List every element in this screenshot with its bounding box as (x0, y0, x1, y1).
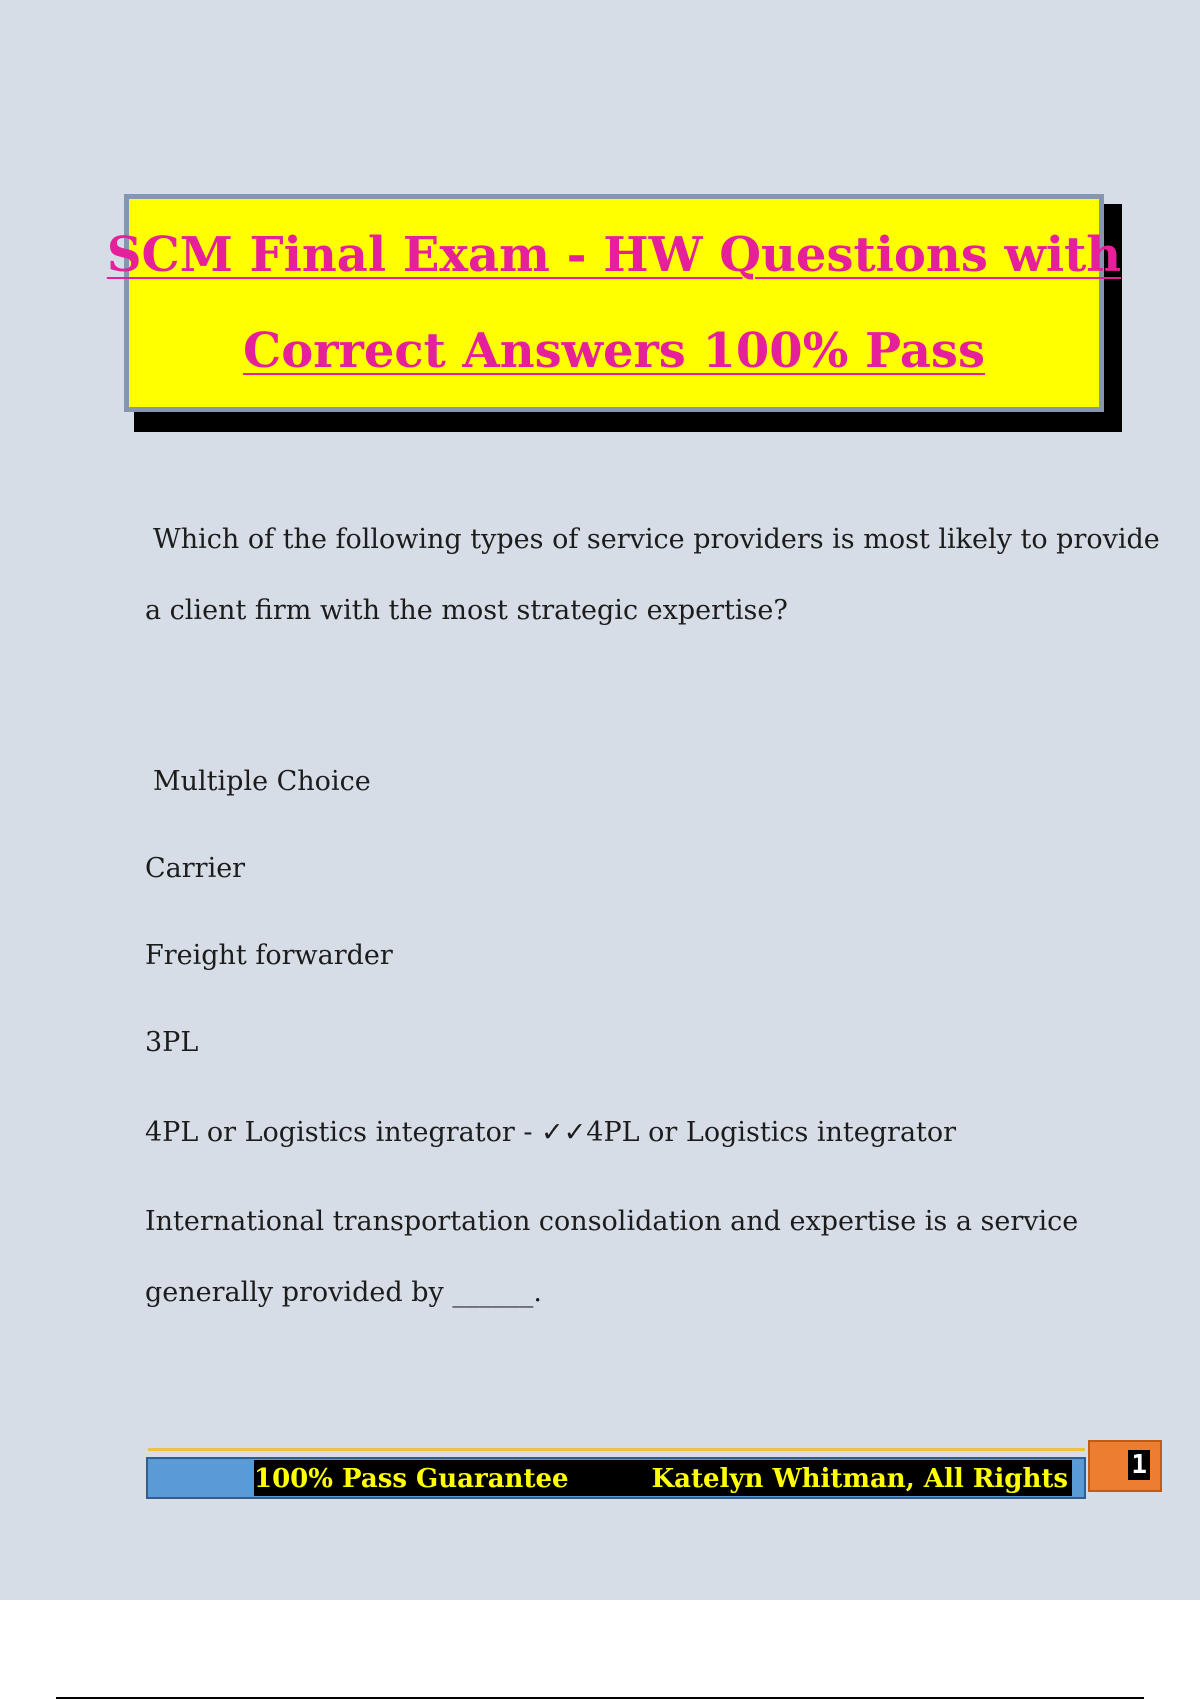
question-2-line-2: generally provided by ______. (145, 1277, 542, 1308)
option-freight-forwarder: Freight forwarder (145, 940, 393, 971)
footer-gold-rule (148, 1448, 1085, 1451)
footer-right-text: Katelyn Whitman, All Rights (651, 1464, 1068, 1494)
footer-left-text: 100% Pass Guarantee (254, 1464, 569, 1494)
question-1-line-2: a client firm with the most strategic expertise? (145, 595, 788, 626)
title-line-1: SCM Final Exam - HW Questions with (106, 227, 1122, 283)
multiple-choice-label: Multiple Choice (153, 766, 371, 797)
title-line-2: Correct Answers 100% Pass (243, 323, 985, 379)
option-carrier: Carrier (145, 853, 246, 884)
option-3pl: 3PL (145, 1027, 199, 1058)
page-number: 1 (1128, 1450, 1150, 1480)
page-number-box (1088, 1440, 1162, 1492)
question-2-line-1: International transportation consolidation and expertise is a service (145, 1206, 1079, 1237)
question-1-line-1: Which of the following types of service providers is most likely to provide (153, 524, 1160, 555)
bottom-rule (56, 1697, 1144, 1699)
title-box (106, 194, 1122, 412)
footer-bar (146, 1457, 1086, 1499)
answer-line: 4PL or Logistics integrator - ✓✓4PL or Logistics integrator (145, 1117, 957, 1148)
